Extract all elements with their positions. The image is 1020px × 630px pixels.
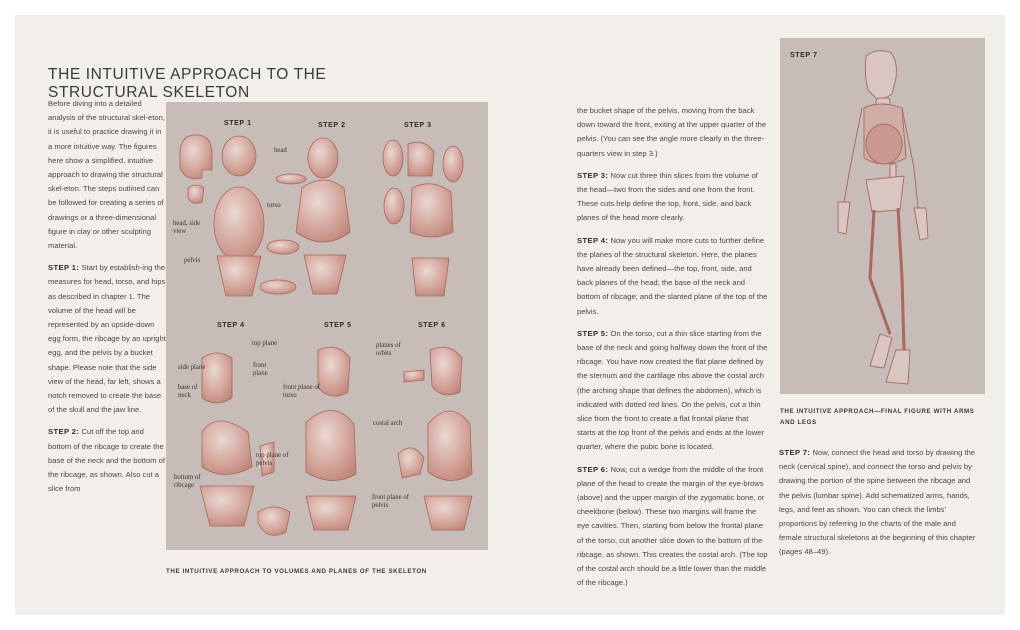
step-5-paragraph [577,327,769,455]
annotation-front-plane: front plane [253,362,268,377]
step-6-text: Now, cut a wedge from the middle of the front plane of the head to create the margin of the eye-brows (above) and the upper margin of the zygomatic bone, or cheekbone (below). These two margins will frame the eye cavities. Then, starting from below the frontal plane of the torso, cut another slice down to the bottom of the ribcage, as shown. This creates the costal arch. (The top of the costal arch should be a little lower than the middle of the ribcage.) [577,464,768,588]
figure-step7-caption: THE INTUITIVE APPROACH—FINAL FIGURE WITH ARMS AND LEGS [780,408,975,426]
step-3-paragraph [577,169,769,226]
annotation-side-plane: side plane [178,364,206,371]
step-7-text: Now, connect the head and torso by drawing the neck (cervical spine), and connect the torso and pelvis by drawing the portion of the spine between the ribcage and the pelvis (lumbar spine). Add schematized arms, hands, legs, and feet as shown. You can check the limbs' proportions by referring to the charts of the male and female structural skeletons at the beginning of this chapter (pages 48–49). [779,448,976,557]
step-5-text: On the torso, cut a thin slice starting from the base of the neck and going halfway down the front of the ribcage. You have now created the flat plane defined by the sternum and the cartilage ribs above the costal arch (the arching shape that defines the abdomen), which is indicated with dotted red lines. On the pelvis, cut a thin slice from the front to create a flat frontal plane that starts at the top front of the pelvis and ends at the lower quarter, where the pubic bone is located. [577,328,768,452]
final-figure-illustration [780,38,985,394]
step-2-label: STEP 2: [48,427,80,437]
step-4-label: STEP 4: [577,235,609,245]
annotation-torso: torso [267,202,281,209]
annotation-front-plane-of-torso: front plane of torso [283,384,320,399]
step-7-paragraph [779,446,979,560]
step-3-label: STEP 3: [577,170,609,180]
step-1-text: Start by establish-ing the measures for head, torso, and hips as described in chapter 1. The volume of the head will be represented by an upside-down egg form, the ribcage by an upright egg, and the pelvis by a bucket shape. Please note that the side view of the head, far left, shows a notch removed to create the base of the skull and the jaw line. [48,263,166,415]
annotation-top-plane: top plane [252,340,278,347]
left-column-text [48,97,166,504]
step-2-paragraph [48,425,166,496]
step-6-figure-label: STEP 6 [418,322,446,329]
annotation-bottom-of-ribcage: bottom of ribcage [174,474,201,489]
step-6-paragraph [577,463,769,591]
step-1-label: STEP 1: [48,263,80,273]
annotation-head: head [274,147,287,154]
step-5-figure-label: STEP 5 [324,322,352,329]
figure-volumes-and-planes [166,102,488,550]
step-4-figure-label: STEP 4 [217,322,245,329]
step-1-paragraph [48,261,166,417]
intro-paragraph: Before diving into a detailed analysis of the structural skel-eton, it is useful to practice drawing it in a more intuitive way. The figures here show a simplified, intuitive approach to drawing the structural skel-eton. The steps outlined can be followed for creating a series of drawings or a three-dimensional figure in clay or other sculpting material. [48,99,165,251]
figure-main-caption: THE INTUITIVE APPROACH TO VOLUMES AND PLANES OF THE SKELETON [166,568,427,575]
annotation-pelvis: pelvis [184,257,201,264]
annotation-costal-arch: costal arch [373,420,403,427]
step-3-text: Now cut three thin slices from the volume of the head—two from the sides and one from the front. These cuts help define the top, front, side, and back planes of the head more clearly. [577,170,758,223]
step-4-paragraph [577,234,769,319]
step-2-text: Cut off the top and bottom of the ribcage to create the base of the neck and the bottom of the ribcage, as shown. Also cut a slice from [48,427,165,494]
step-7-label: STEP 7: [779,448,811,457]
step-1-figure-label: STEP 1 [224,120,252,127]
annotation-base-of-neck: base of neck [178,384,198,399]
annotation-planes-of-orbits: planes of orbits [376,342,401,357]
step-2-figure-label: STEP 2 [318,122,346,129]
step-2-continued: the bucket shape of the pelvis, moving from the back down toward the front, exiting at the upper quarter of the pelvis. (You can see the angle more clearly in the three-quarters view in step 3.) [577,106,767,158]
middle-column-text [577,104,769,599]
step-4-text: Now you will make more cuts to further define the planes of the structural skeleton. Here, the planes have already been defined—the top, front, side, and back planes of the head; the base of the neck and bottom of ribcage; and the slanted plane of the top of the pelvis. [577,235,768,316]
step-3-figure-label: STEP 3 [404,122,432,129]
step-6-label: STEP 6: [577,464,609,474]
annotation-front-plane-of-pelvis: front plane of pelvis [372,494,409,509]
right-column-text [779,446,979,568]
step-5-label: STEP 5: [577,328,609,338]
figure-final-skeleton [780,38,985,394]
step-7-figure-label: STEP 7 [790,52,818,59]
annotation-top-plane-of-pelvis: top plane of pelvis [256,452,289,467]
annotation-head-side-view: head, side view [173,220,201,235]
page-title: THE INTUITIVE APPROACH TO THE STRUCTURAL SKELETON [48,66,327,102]
